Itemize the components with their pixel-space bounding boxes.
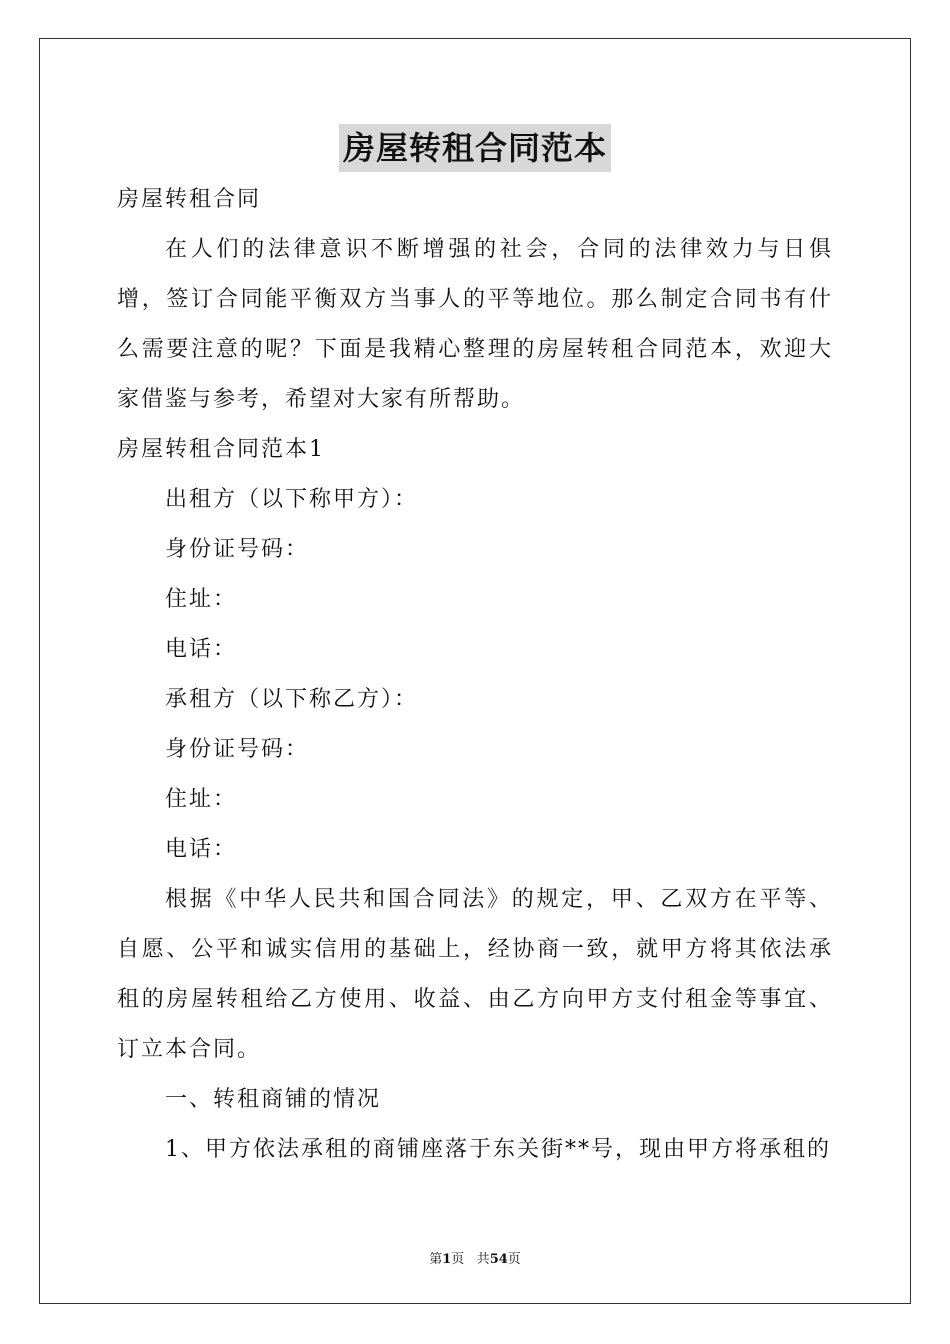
footer-total-prefix: 共 [476, 1252, 490, 1267]
body-paragraph: 根据《中华人民共和国合同法》的规定，甲、乙双方在平等、自愿、公平和诚实信用的基础上，经协商一致，就甲方将其依法承租的房屋转租给乙方使用、收益、由乙方向甲方支付租金等事宜、订立本合同。 [117, 887, 833, 1062]
footer-page-prefix: 第 [429, 1252, 443, 1267]
body-paragraph: 住址： [165, 587, 238, 612]
body-paragraph: 住址： [165, 787, 238, 812]
body-paragraph: 电话： [165, 637, 238, 662]
body-paragraph: 房屋转租合同 [117, 187, 262, 212]
footer-page-suffix: 页 [451, 1252, 465, 1267]
body-paragraph: 承租方（以下称乙方）： [165, 687, 419, 712]
body-paragraph: 身份证号码： [165, 737, 310, 762]
footer-total-pages: 54 [489, 1252, 508, 1267]
body-paragraph: 一、转租商铺的情况 [165, 1087, 382, 1112]
title-container [0, 124, 950, 172]
document-body [117, 175, 833, 1175]
body-paragraph: 身份证号码： [165, 537, 310, 562]
footer-page-number: 1 [442, 1252, 452, 1267]
body-paragraph: 出租方（以下称甲方）： [165, 487, 419, 512]
document-title: 房屋转租合同范本 [339, 124, 611, 172]
footer-total-suffix: 页 [507, 1252, 521, 1267]
body-paragraph: 房屋转租合同范本1 [117, 437, 325, 462]
body-paragraph: 电话： [165, 837, 238, 862]
body-paragraph: 在人们的法律意识不断增强的社会，合同的法律效力与日俱增，签订合同能平衡双方当事人的平等地位。那么制定合同书有什么需要注意的呢？下面是我精心整理的房屋转租合同范本，欢迎大家借鉴与参考，希望对大家有所帮助。 [117, 237, 833, 412]
page-footer [0, 1248, 950, 1267]
body-paragraph: 1、甲方依法承租的商铺座落于东关街**号，现由甲方将承租的 [165, 1137, 831, 1162]
